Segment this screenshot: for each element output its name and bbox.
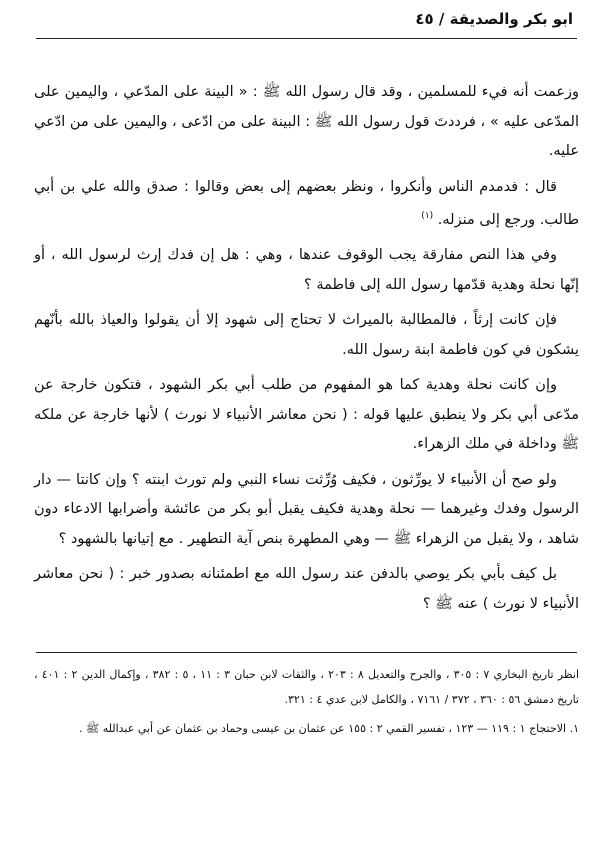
paragraph-2-text: قال : فدمدم الناس وأنكروا ، ونظر بعضهم إلى بعض وقالوا : صدق والله علي بن أبي طالب. ورجع إلى منزله. — [34, 178, 579, 228]
running-header: ابو بكر والصديقة / ٤٥ — [415, 10, 573, 28]
paragraph-6: ولو صح أن الأنبياء لا يورِّثون ، فكيف وُرِّثت نساء النبي ولم تورث ابنته ؟ وإن كانتا — دار الرسول وفدك وغيرهما — نحلة وهدية فكيف يقبل أبو بكر من عائشة وأضرابها الادعاء دون شاهد ، ولا يقبل من الزهراء ﷺ — وهي المطهرة بنص آية التطهير . مع إتيانها بالشهود ؟ — [34, 471, 579, 547]
footnote-1: انظر تاريخ البخاري ٧ : ٣٠٥ ، والجرح والتعديل ٨ : ٢٠٣ ، والثقات لابن حبان ٣ : ١١ ، ٥ : ٣٨٢ ، وإكمال الدين ٢ : ٤٠١ ، تاريخ دمشق ٥٦ : ٣٦٠ ، ٣٧٢ / ٧١٦١ ، والكامل لابن عدي ٤ : ٣٢١. — [34, 668, 580, 706]
paragraph-4: فإن كانت إرثاً ، فالمطالبة بالميراث لا تحتاج إلى شهود إلا أن يقولوا والعياذ بالله بأنّهم يشكون في كون فاطمة ابنة رسول الله. — [34, 312, 579, 358]
paragraph-1: وزعمت أنه فيء للمسلمين ، وقد قال رسول الله ﷺ : « البينة على المدّعي ، واليمين على المدّعى عليه » ، فرددتَ قول رسول الله ﷺ : البينة على من ادّعى ، واليمين على من ادّعي عليه. — [34, 84, 579, 159]
paragraph-5: وإن كانت نحلة وهدية كما هو المفهوم من طلب أبي بكر الشهود ، فتكون خارجة عن مدّعى أبي بكر ولا ينطبق عليها قوله : ( نحن معاشر الأنبياء لا نورث ) لأنها خارجة عن ملكه ﷺ وداخلة في ملك الزهراء. — [34, 377, 579, 453]
paragraph-2 — [34, 173, 579, 236]
footnote-divider — [36, 652, 577, 653]
paragraph-7: بل كيف بأبي بكر يوصي بالدفن عند رسول الله مع اطمئنانه بصدور خبر : ( نحن معاشر الأنبياء لا نورث ) عنه ﷺ ؟ — [34, 566, 579, 612]
paragraph-3: وفي هذا النص مفارقة يجب الوقوف عندها ، وهي : هل إن فدك إرث لرسول الله ، أو إنّها نحلة وهدية قدّمها رسول الله إلى فاطمة ؟ — [34, 247, 579, 293]
footnote-reference: (١) — [421, 211, 434, 221]
main-text — [34, 78, 579, 625]
header-divider — [36, 38, 577, 39]
footnotes — [34, 662, 579, 745]
footnote-2: ١. الاحتجاج ١ : ١١٩ — ١٢٣ ، تفسير القمي ٢ : ١٥٥ عن عثمان بن عيسى وحماد بن عثمان عن أبي عبدالله ﷺ . — [78, 722, 579, 735]
